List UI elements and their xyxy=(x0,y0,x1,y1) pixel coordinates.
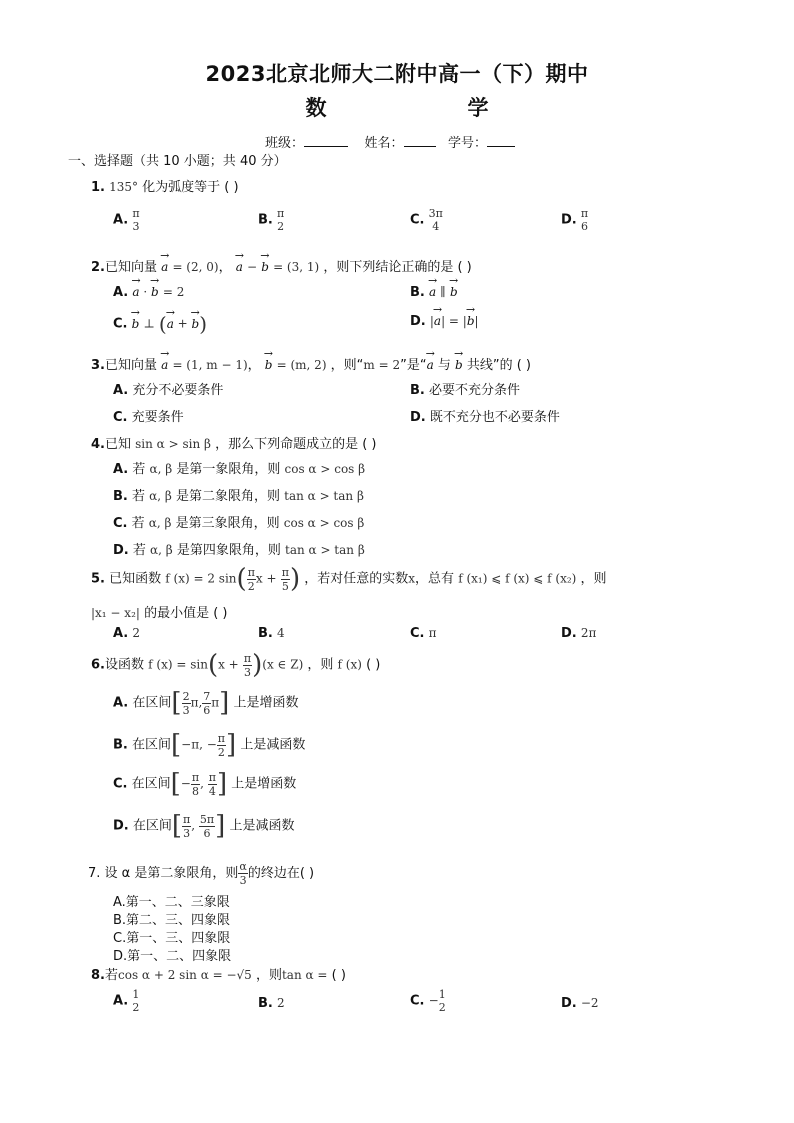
q3-option-d[interactable]: D. 既不充分也不必要条件 xyxy=(410,410,560,425)
q2-option-a[interactable]: A. → a · → b = 2 xyxy=(113,285,184,300)
q6-option-b[interactable]: B. 在区间[−π, − $\frac{\pi}{2}$ ] 上是减函数 xyxy=(113,730,306,760)
q1-text: 化为弧度等于 ( ) xyxy=(142,180,239,195)
question-5: 5. 已知函数 f (x) = 2 sin( $\frac{\pi}{2}$ x + $\frac{\pi}{5}$ ) ，若对任意的实数x，总有 f (x₁) ⩽ f (x) ⩽ f (x₂) ，则 xyxy=(91,564,607,594)
q1-option-c[interactable]: C. 3π 4 xyxy=(410,207,443,233)
paper-title: 2023北京北师大二附中高一（下）期中 xyxy=(205,62,589,86)
q1-expr: 135° xyxy=(109,180,139,194)
q3-option-b[interactable]: B. 必要不充分条件 xyxy=(410,383,521,398)
q5-option-b[interactable]: B. 4 xyxy=(258,626,285,641)
q7-option-b[interactable]: B.第二、三、四象限 xyxy=(113,913,231,928)
q1-option-a[interactable]: A. π 3 xyxy=(113,207,140,233)
question-number: 1. xyxy=(91,180,105,195)
q6-option-d[interactable]: D. 在区间[ $\frac{\pi}{3}$ , $\frac{5\pi}{6}$ ] 上是减函数 xyxy=(113,811,295,841)
question-2: 2.已知向量 → a = (2, 0)， → a − → b = (3, 1) ，则下列结论正确的是 ( ) xyxy=(91,256,472,275)
q1-option-d[interactable]: D. π 6 xyxy=(561,207,589,233)
q2-option-c[interactable]: C. → b ⊥ (→ a + → b) xyxy=(113,312,207,336)
q5-option-d[interactable]: D. 2π xyxy=(561,626,597,641)
q4-option-a[interactable]: A. 若 α, β 是第一象限角，则 cos α > cos β xyxy=(113,462,366,477)
q7-option-a[interactable]: A.第一、二、三象限 xyxy=(113,895,230,910)
q8-option-a[interactable]: A. 1 2 xyxy=(113,988,140,1014)
class-label: 班级： xyxy=(265,136,305,151)
q6-option-c[interactable]: C. 在区间[− $\frac{\pi}{8}$ , $\frac{\pi}{4}$ ] 上是增函数 xyxy=(113,769,297,799)
class-blank[interactable] xyxy=(304,134,348,147)
q4-option-b[interactable]: B. 若 α, β 是第二象限角，则 tan α > tan β xyxy=(113,489,364,504)
question-7: 7. 设 α 是第二象限角，则 $\frac{\alpha}{3}$ 的终边在( ) xyxy=(88,860,315,887)
question-5-line2: |x₁ − x₂| 的最小值是 ( ) xyxy=(91,606,228,621)
question-8: 8.若cos α + 2 sin α = −√5 ，则tan α = ( ) xyxy=(91,968,346,983)
q2-option-d[interactable]: D. |→ a| = |→ b| xyxy=(410,314,479,329)
q3-option-a[interactable]: A. 充分不必要条件 xyxy=(113,383,224,398)
q8-option-c[interactable]: C. − 1 2 xyxy=(410,988,446,1014)
q8-option-b[interactable]: B. 2 xyxy=(258,996,285,1011)
question-4: 4.已知 sin α > sin β ，那么下列命题成立的是 ( ) xyxy=(91,437,377,452)
q8-option-d[interactable]: D. −2 xyxy=(561,996,599,1011)
q4-option-d[interactable]: D. 若 α, β 是第四象限角，则 tan α > tan β xyxy=(113,543,365,558)
id-blank[interactable] xyxy=(487,134,515,147)
question-1 xyxy=(91,176,239,195)
question-3: 3.已知向量 → a = (1, m − 1)， → b = (m, 2) ，则“m = 2”是“→ a 与 → b 共线”的 ( ) xyxy=(91,354,531,373)
q1-option-b[interactable]: B. π 2 xyxy=(258,207,285,233)
subject-title: 数 学 xyxy=(305,96,549,120)
q6-option-a[interactable]: A. 在区间[ $\frac{2}{3}$ π, $\frac{7}{6}$ π] 上是增函数 xyxy=(113,688,299,718)
name-label: 姓名： xyxy=(364,136,404,151)
q5-option-c[interactable]: C. π xyxy=(410,626,437,641)
question-6: 6.设函数 f (x) = sin(x + $\frac{\pi}{3}$ )(x ∈ Z) ，则 f (x) ( ) xyxy=(91,650,381,680)
name-blank[interactable] xyxy=(404,134,436,147)
student-info xyxy=(265,132,515,151)
q7-option-d[interactable]: D.第一、二、四象限 xyxy=(113,949,232,964)
section-heading: 一、选择题（共 10 小题；共 40 分） xyxy=(68,154,287,169)
q5-option-a[interactable]: A. 2 xyxy=(113,626,141,641)
q3-option-c[interactable]: C. 充要条件 xyxy=(113,410,184,425)
q4-option-c[interactable]: C. 若 α, β 是第三象限角，则 cos α > cos β xyxy=(113,516,365,531)
q7-option-c[interactable]: C.第一、三、四象限 xyxy=(113,931,231,946)
q2-option-b[interactable]: B. → a ∥ → b xyxy=(410,285,458,300)
id-label: 学号： xyxy=(447,136,487,151)
